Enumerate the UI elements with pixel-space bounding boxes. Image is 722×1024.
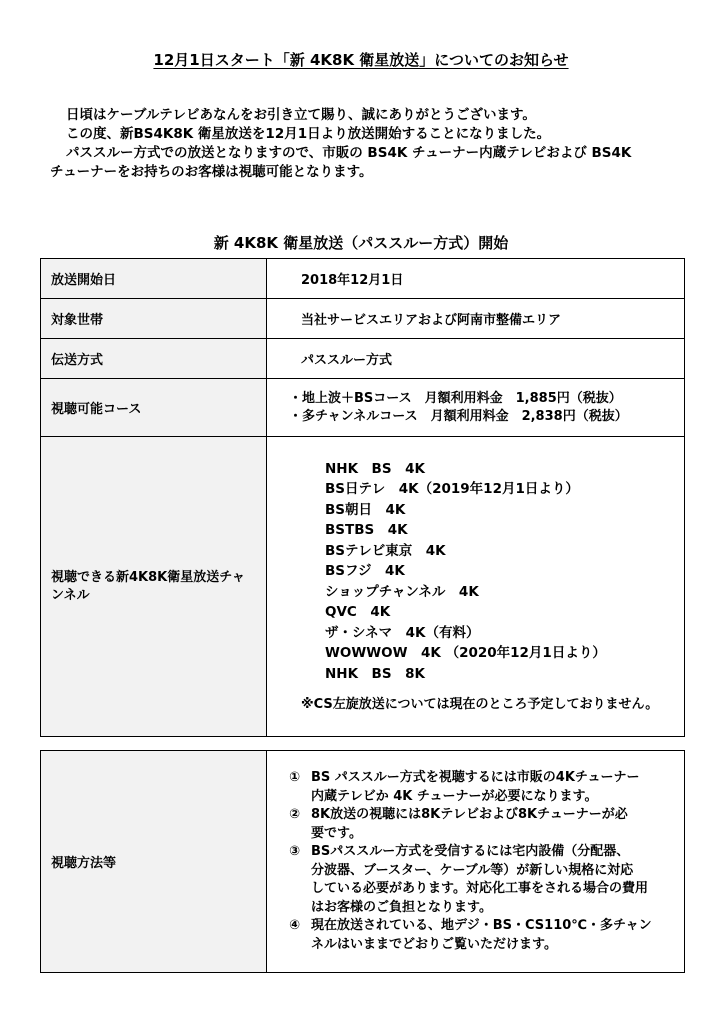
intro-line: チューナーをお持ちのお客様は視聴可能となります。 xyxy=(50,164,373,180)
list-item: ① BS パススルー方式を視聴するには市販の4Kチューナー 内蔵テレビか 4K チューナーが必要になります。 xyxy=(289,770,640,804)
row-value: 当社サービスエリアおよび阿南市整備エリア xyxy=(267,299,685,339)
table-row xyxy=(41,379,685,437)
list-item: NHK BS 4K xyxy=(325,460,425,477)
intro-paragraph xyxy=(50,106,680,182)
intro-line: パススルー方式での放送となりますので、市販の BS4K チューナー内蔵テレビおよび BS4K xyxy=(66,145,632,161)
list-item: ④ 現在放送されている、地デジ・BS・CS110℃・多チャン ネルはいままでどおりご覧いただけます。 xyxy=(289,918,652,952)
section-title: 新 4K8K 衛星放送（パススルー方式）開始 xyxy=(213,234,509,252)
table-row xyxy=(41,259,685,299)
table-row xyxy=(41,339,685,379)
table-row xyxy=(41,751,685,973)
row-label: 対象世帯 xyxy=(41,299,267,339)
cs-note: ※CS左旋放送については現在のところ予定しておりません。 xyxy=(301,697,659,713)
list-item: NHK BS 8K xyxy=(325,665,425,682)
row-value: 2018年12月1日 xyxy=(267,259,685,299)
row-value xyxy=(267,379,685,437)
intro-line: この度、新BS4K8K 衛星放送を12月1日より放送開始することになりました。 xyxy=(66,126,551,142)
table-row xyxy=(41,437,685,737)
course-line: ・地上波＋BSコース 月額利用料金 1,885円（税抜） xyxy=(289,390,622,406)
intro-line: 日頃はケーブルテレビあなんをお引き立て賜り、誠にありがとうございます。 xyxy=(66,107,536,123)
list-item: BSTBS 4K xyxy=(325,522,408,539)
row-label: 視聴できる新4K8K衛星放送チャ ンネル xyxy=(41,437,267,737)
broadcast-info-table xyxy=(40,258,685,737)
list-item: QVC 4K xyxy=(325,604,391,621)
howto-table xyxy=(40,750,685,973)
list-item: ザ・シネマ 4K（有料） xyxy=(325,624,480,641)
howto-cell xyxy=(267,751,685,973)
list-item: ② 8K放送の視聴には8Kテレビおよび8Kチューナーが必 要です。 xyxy=(289,807,628,841)
list-item: BS朝日 4K xyxy=(325,501,406,518)
howto-list xyxy=(289,769,684,954)
row-label: 視聴方法等 xyxy=(41,751,267,973)
list-item: ショップチャンネル 4K xyxy=(325,583,479,600)
table-row xyxy=(41,299,685,339)
row-value: パススルー方式 xyxy=(267,339,685,379)
row-label: 視聴可能コース xyxy=(41,379,267,437)
list-item: ③ BSパススルー方式を受信するには宅内設備（分配器、 分波器、ブースター、ケーブル等）が新しい規格に対応 している必要があります。対応化工事をされる場合の費用 はお客様のご負担となります。 xyxy=(289,844,648,915)
list-item: BSフジ 4K xyxy=(325,563,405,580)
channel-list-cell xyxy=(267,437,685,737)
list-item: BSテレビ東京 4K xyxy=(325,542,446,559)
row-label: 伝送方式 xyxy=(41,339,267,379)
list-item: BS日テレ 4K（2019年12月1日より） xyxy=(325,481,579,498)
channel-list xyxy=(325,459,684,685)
course-line: ・多チャンネルコース 月額利用料金 2,838円（税抜） xyxy=(289,408,628,424)
notice-title: 12月1日スタート「新 4K8K 衛星放送」についてのお知らせ xyxy=(153,51,569,69)
list-item: WOWWOW 4K （2020年12月1日より） xyxy=(325,645,606,662)
row-label: 放送開始日 xyxy=(41,259,267,299)
